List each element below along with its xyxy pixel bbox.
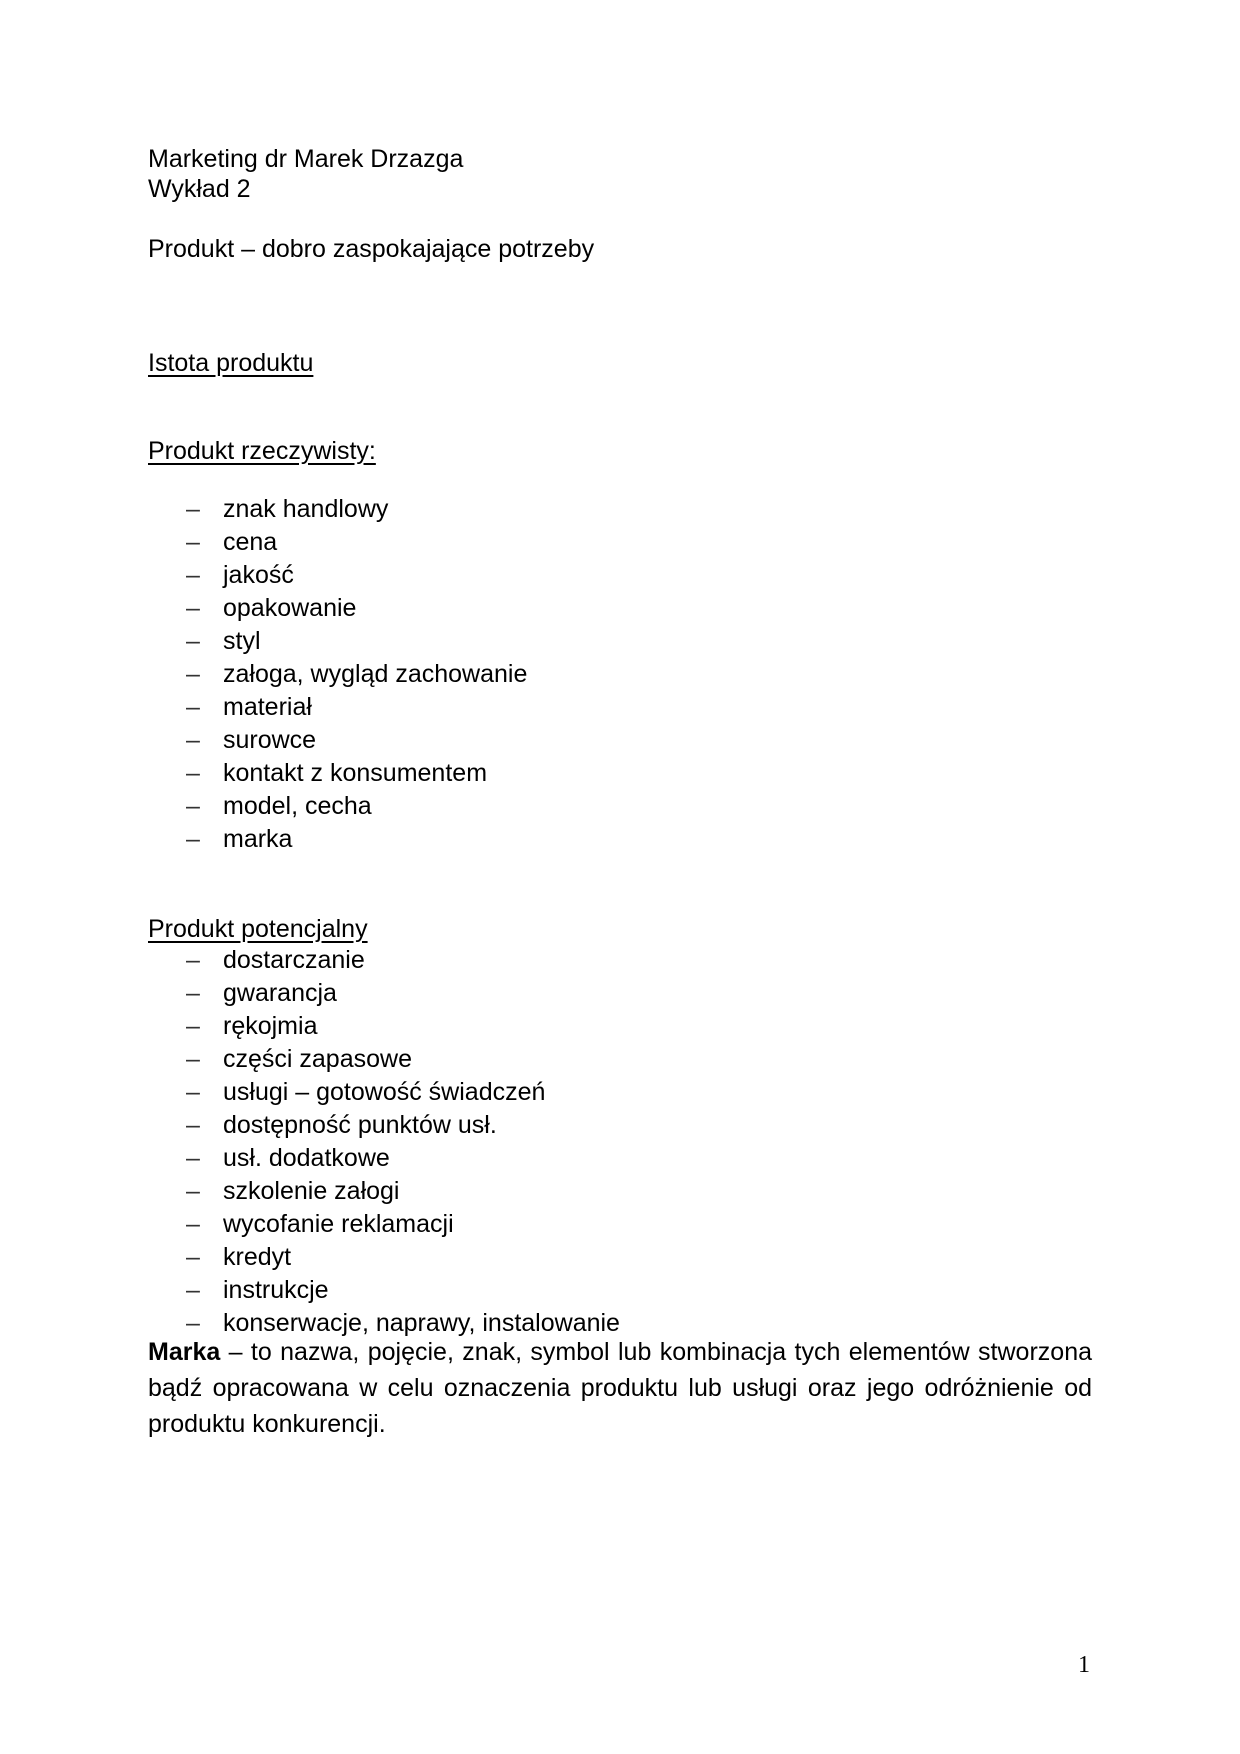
dash-bullet: – [186,946,200,974]
list-item: – załoga, wygląd zachowanie [148,658,1092,691]
list-item: – marka [148,823,1092,856]
brand-definition-paragraph [148,1334,1092,1442]
dash-bullet: – [186,825,200,853]
page-number: 1 [1078,1652,1090,1678]
potential-product-heading: Produkt potencjalny [148,915,368,943]
list-item: – jakość [148,559,1092,592]
course-title: Marketing dr Marek Drzazga [148,145,464,173]
dash-bullet: – [186,693,200,721]
dash-bullet: – [186,1276,200,1304]
product-definition: Produkt – dobro zaspokajające potrzeby [148,235,595,263]
dash-bullet: – [186,1177,200,1205]
dash-bullet: – [186,660,200,688]
dash-bullet: – [186,726,200,754]
dash-bullet: – [186,561,200,589]
list-item: – kredyt [148,1241,1092,1274]
list-item: – usługi – gotowość świadczeń [148,1076,1092,1109]
list-item: – model, cecha [148,790,1092,823]
dash-bullet: – [186,979,200,1007]
list-item: – znak handlowy [148,493,1092,526]
dash-bullet: – [186,627,200,655]
list-item: – materiał [148,691,1092,724]
brand-definition-text: – to nazwa, pojęcie, znak, symbol lub kombinacja tych elementów stworzona bądź opracowana w celu oznaczenia produktu lub usługi oraz jego odróżnienie od produktu konkurencji. [148,1338,1092,1438]
dash-bullet: – [186,1012,200,1040]
dash-bullet: – [186,1243,200,1271]
list-item: – opakowanie [148,592,1092,625]
actual-product-heading: Produkt rzeczywisty: [148,437,376,465]
dash-bullet: – [186,1045,200,1073]
lecture-number: Wykład 2 [148,175,251,203]
list-item: – styl [148,625,1092,658]
list-item: – gwarancja [148,977,1092,1010]
list-item: – instrukcje [148,1274,1092,1307]
list-item: – dostępność punktów usł. [148,1109,1092,1142]
actual-product-list [148,493,1092,856]
dash-bullet: – [186,495,200,523]
dash-bullet: – [186,1144,200,1172]
list-item: – części zapasowe [148,1043,1092,1076]
dash-bullet: – [186,792,200,820]
list-item: – konserwacje, naprawy, instalowanie [148,1307,1092,1340]
dash-bullet: – [186,1210,200,1238]
list-item: – usł. dodatkowe [148,1142,1092,1175]
brand-term: Marka [148,1338,221,1366]
list-item: – szkolenie załogi [148,1175,1092,1208]
dash-bullet: – [186,1078,200,1106]
section-title: Istota produktu [148,349,314,377]
list-item: – surowce [148,724,1092,757]
dash-bullet: – [186,1309,200,1337]
dash-bullet: – [186,594,200,622]
list-item: – rękojmia [148,1010,1092,1043]
list-item: – dostarczanie [148,944,1092,977]
list-item: – cena [148,526,1092,559]
dash-bullet: – [186,1111,200,1139]
dash-bullet: – [186,759,200,787]
dash-bullet: – [186,528,200,556]
document-page [148,144,1092,1467]
potential-product-list [148,944,1092,1340]
list-item: – kontakt z konsumentem [148,757,1092,790]
list-item: – wycofanie reklamacji [148,1208,1092,1241]
